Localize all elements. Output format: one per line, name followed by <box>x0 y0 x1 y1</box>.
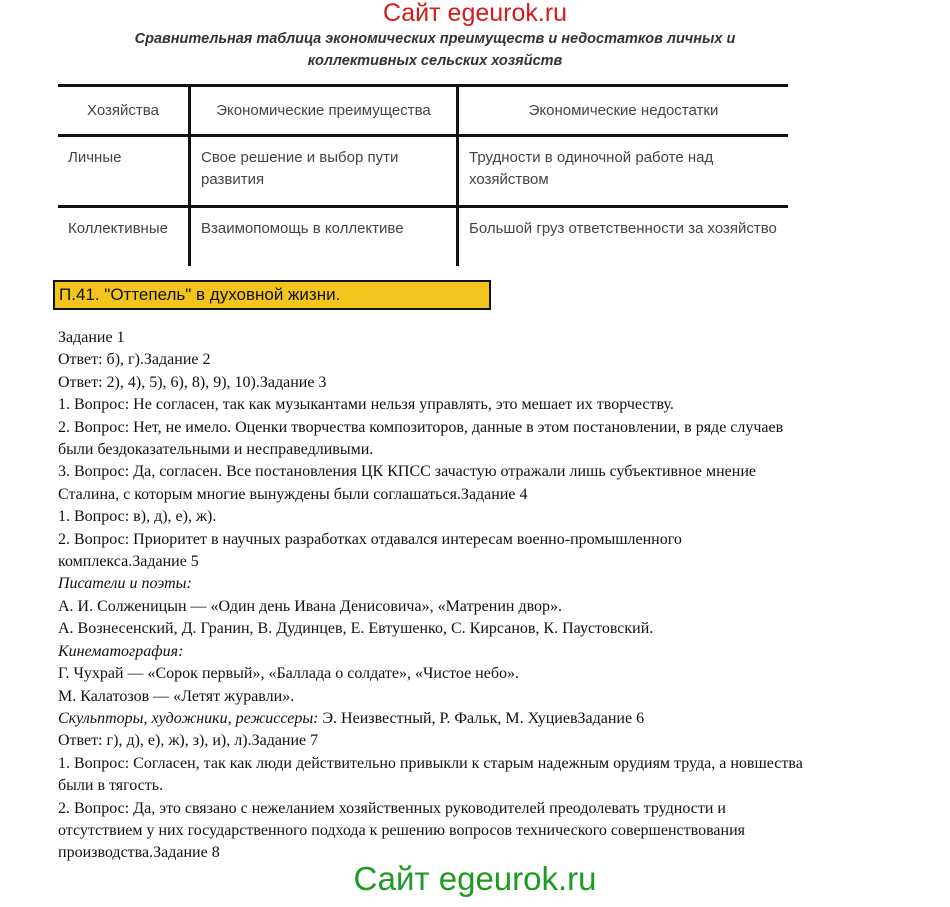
table-title-line-2: коллективных сельских хозяйств <box>307 53 563 69</box>
answer-line: 3. Вопрос: Да, согласен. Все постановления ЦК КПСС зачастую отражали лишь субъективное мнение <box>58 463 756 481</box>
answer-line: 1. Вопрос: Согласен, так как люди действительно привыкли к старым надежным орудиям труда, а новшества <box>58 754 803 772</box>
cell-advantage: Свое решение и выбор пути развития <box>190 136 458 207</box>
answer-line: Ответ: 2), 4), 5), 6), 8), 9), 10).Задание 3 <box>58 373 327 391</box>
answer-line: Г. Чухрай — «Сорок первый», «Баллада о солдате», «Чистое небо». <box>58 665 519 683</box>
answer-line: отсутствием у них государственного подхода к решению вопросов технического совершенствования <box>58 821 745 839</box>
sculptors-names: Э. Неизвестный, Р. Фальк, М. ХуциевЗадание 6 <box>318 709 645 727</box>
comparison-table <box>58 84 788 266</box>
site-watermark-bottom: Сайт egeurok.ru <box>353 860 597 897</box>
answer-line <box>58 708 908 730</box>
answer-line: Ответ: б), г).Задание 2 <box>58 351 211 369</box>
answer-line: комплекса.Задание 5 <box>58 553 199 571</box>
answer-line: были бездоказательными и несправедливыми. <box>58 441 374 459</box>
subheading-writers: Писатели и поэты: <box>58 575 192 593</box>
answer-line: производства.Задание 8 <box>58 844 220 862</box>
header-advantages: Экономические преимущества <box>190 86 458 136</box>
cell-disadvantage: Большой груз ответственности за хозяйство <box>469 220 777 237</box>
subheading-cinema: Кинематография: <box>58 642 184 660</box>
answer-line: Ответ: г), д), е), ж), з), и), л).Задание 7 <box>58 732 319 750</box>
table-header-row <box>58 86 788 136</box>
answer-line: 2. Вопрос: Нет, не имело. Оценки творчества композиторов, данные в этом постановлении, в ряде случаев <box>58 418 784 436</box>
answer-line: 1. Вопрос: Не согласен, так как музыкантами нельзя управлять, это мешает их творчеству. <box>58 396 674 414</box>
header-farms: Хозяйства <box>58 86 190 136</box>
answer-line: А. И. Солженицын — «Один день Ивана Денисовича», «Матренин двор». <box>58 597 563 615</box>
answer-line: 2. Вопрос: Приоритет в научных разработках отдавался интересам военно-промышленного <box>58 530 682 548</box>
answer-line: 1. Вопрос: в), д), е), ж). <box>58 508 217 526</box>
answer-line: были в тягость. <box>58 777 164 795</box>
answer-line: 2. Вопрос: Да, это связано с нежеланием хозяйственных руководителей преодолевать трудности и <box>58 799 726 817</box>
table-row <box>58 136 788 207</box>
answer-line: А. Вознесенский, Д. Гранин, В. Дудинцев, Е. Евтушенко, С. Кирсанов, К. Паустовский. <box>58 620 654 638</box>
site-watermark-top: Сайт egeurok.ru <box>382 0 568 27</box>
cell-advantage: Взаимопомощь в коллективе <box>190 207 458 267</box>
table-row <box>58 207 788 267</box>
header-disadvantages: Экономические недостатки <box>458 86 789 136</box>
table-title <box>60 28 810 72</box>
table-title-line-1: Сравнительная таблица экономических преимуществ и недостатков личных и <box>134 31 736 47</box>
cell-disadvantage: Трудности в одиночной работе над хозяйством <box>458 136 789 207</box>
cell-farm-type: Личные <box>58 136 190 207</box>
answers-body <box>58 327 908 865</box>
answer-line: Задание 1 <box>58 329 125 346</box>
cell-farm-type: Коллективные <box>68 220 168 237</box>
answer-line: Сталина, с которым многие вынуждены были соглашаться.Задание 4 <box>58 485 528 503</box>
subheading-sculptors: Скульпторы, художники, режиссеры: <box>58 709 319 727</box>
section-heading: П.41. "Оттепель" в духовной жизни. <box>53 280 491 310</box>
answer-line: М. Калатозов — «Летят журавли». <box>58 687 295 705</box>
